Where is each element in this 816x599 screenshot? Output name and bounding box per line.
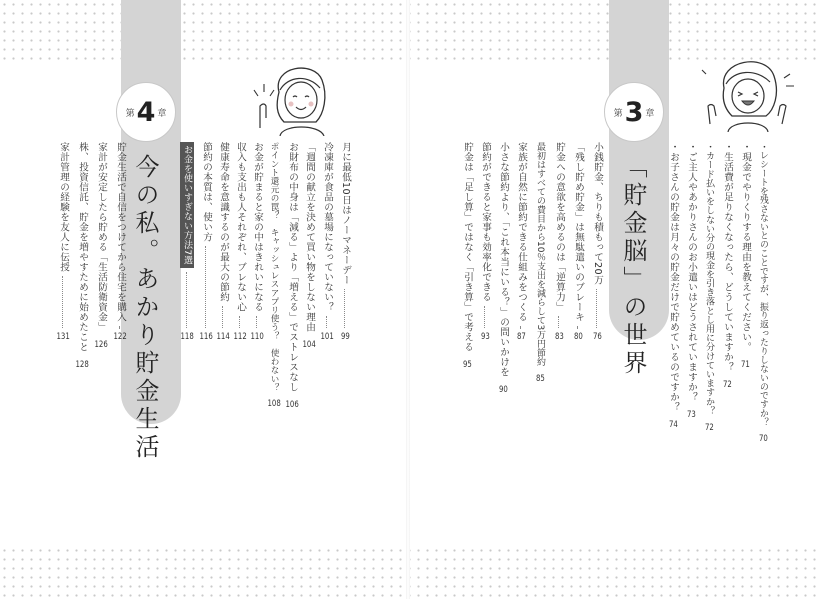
qa-entry-page: 70 [758,434,768,445]
toc-entry[interactable] [590,142,604,342]
qa-entry-title: ・現金でやりくりする理由を教えてください。 [740,142,751,352]
qa-entry[interactable] [720,142,734,390]
qa-entry-title: ・レシートを残さないとのことですが、振り返ったりしないのですか？ [758,142,768,427]
toc-entry[interactable] [496,142,510,396]
qa-entry-title: ・生活費が足りなくなったら、どうしていますか？ [722,142,733,372]
chapter-number: 3 [624,96,644,128]
toc-entry-title: 「残し貯め貯金」は無駄遣いのブレーキ [573,142,584,322]
chapter-4-badge [116,82,176,142]
chapter-suffix: 章 [157,108,167,119]
book-gutter [406,0,410,599]
qa-entry-page: 71 [740,360,750,370]
toc-entry[interactable] [460,142,474,370]
toc-entry-page: 85 [535,374,545,385]
chapter-number: 4 [136,96,156,128]
dotted-leader [222,306,224,328]
toc-entry-title: 家計が安定したら貯める「生活防衛資金」 [96,142,107,332]
dotted-leader [186,272,188,328]
toc-entry[interactable] [216,142,230,342]
toc-entry-title: 家計管理の経験を友人に伝授 [58,142,69,272]
toc-entry-page: 110 [250,332,264,342]
column-label-box [180,142,194,268]
dotted-leader [344,289,346,328]
toc-entry-title: 家族が自然に節約できる仕組みをつくる [516,142,527,322]
toc-entry-title: 健康寿命を意識するのが最大の節約 [218,142,229,302]
toc-entry-page: 118 [180,332,194,342]
toc-entry-page: 116 [199,332,213,342]
toc-entry-page: 99 [340,332,350,342]
toc-entry[interactable] [478,142,492,342]
chapter-prefix: 第 [613,108,623,119]
chapter-suffix: 章 [645,108,655,119]
qa-entry-page: 74 [668,420,678,430]
qa-entry-title: ・カード払いをしない分の現金を引き落とし用に分けていますか？ [704,142,714,415]
chapter-4-title: 今の私。あかり貯金生活 [131,154,159,462]
toc-entry[interactable] [199,142,213,342]
column-label: お金を使いすぎない方法7選 [182,145,192,266]
qa-entry[interactable] [756,142,770,445]
toc-entry-title: 最初はすべての費目から10％支出を減らして3万円節約 [535,142,545,367]
toc-entry[interactable] [338,142,352,342]
woman-laughing-illustration [700,50,796,132]
toc-entry[interactable] [75,142,89,370]
toc-entry-page: 93 [480,332,490,342]
dotted-leader [205,246,207,328]
dotted-leader [520,326,522,328]
qa-entry-page: 73 [686,410,696,420]
toc-entry-title: 貯金生活で自信をつけてから住宅を購入 [115,142,126,322]
toc-entry-title: ポイント還元の罠？ キャッシュレスアプリ使う？ 使わない？ [269,142,279,392]
toc-entry-page: 131 [56,332,70,342]
dotted-leader [558,316,560,328]
qa-entry-title: ・ご主人やあかりさんのお小遣いはどうされていますか？ [686,142,697,402]
dotted-leader [119,326,121,328]
toc-entry-page: 83 [554,332,564,342]
toc-entry[interactable] [94,142,108,350]
toc-entry-title: 貯金への意欲を高めるのは「逆算力」 [554,142,565,312]
toc-entry-title: 小銭貯金、ちりも積もって20万 [592,142,603,286]
qa-entry[interactable] [684,142,698,420]
toc-entry-page: 104 [302,340,316,350]
dotted-leader [256,316,258,328]
toc-entry-page: 80 [573,332,583,342]
toc-entry-title: 株、投資信託、貯金を増やすために始めたこと [77,142,88,352]
toc-entry-title: お財布の中身は「減る」より「増える」でストレスなし [287,142,298,392]
qa-entry[interactable] [738,142,752,370]
toc-entry[interactable] [320,142,334,342]
chapter-3-title: 「貯金脳」の世界 [619,154,647,378]
toc-entry-title: 収入も支出も人それぞれ、ブレない心 [235,142,246,312]
toc-entry-page: 128 [75,360,89,370]
dotted-leader [596,289,598,328]
toc-entry-title: 貯金は「足し算」ではなく「引き算」で考える [462,142,473,352]
toc-entry-page: 114 [216,332,230,342]
toc-entry[interactable] [56,142,70,342]
qa-entry[interactable] [702,142,716,433]
toc-entry[interactable] [113,142,127,342]
chapter-3-badge [604,82,664,142]
toc-entry-title: 「週間の献立を決めて買い物をしない理由 [304,142,315,332]
qa-entry[interactable] [666,142,680,430]
toc-entry-page: 90 [498,385,508,396]
toc-entry[interactable] [302,142,316,350]
toc-entry-page: 106 [285,400,299,410]
toc-entry-page: 87 [516,332,526,342]
toc-entry-title: 小さな節約より、「これ本当にいる？」の問いかけを [498,142,509,378]
toc-entry-page: 101 [320,332,334,342]
dotted-leader [239,316,241,328]
qa-entry-page: 72 [704,423,714,433]
toc-entry-page: 122 [113,332,127,342]
dotted-leader [62,276,64,328]
toc-entry[interactable] [533,142,547,385]
toc-entry-title: 節約ができると家事も効率化できる [480,142,491,302]
toc-entry[interactable] [250,142,264,342]
toc-entry-page: 112 [233,332,247,342]
toc-entry[interactable] [552,142,566,342]
toc-entry[interactable] [285,142,299,410]
toc-entry[interactable] [514,142,528,342]
chapter-prefix: 第 [125,108,135,119]
toc-entry-title: 冷凍庫が食品の墓場になっていない？ [322,142,333,312]
toc-entry[interactable] [571,142,585,342]
toc-entry-title: 月に最低10日はノーマネーデー [340,142,351,286]
dotted-leader [326,316,328,328]
dotted-leader [484,306,486,328]
toc-entry-page: 108 [267,399,281,410]
toc-entry-title: お金が貯まると家の中はきれいになる [252,142,263,312]
toc-entry[interactable] [233,142,247,342]
qa-entry-page: 72 [722,380,732,390]
toc-entry-page: 126 [94,340,108,350]
column-entry[interactable] [180,142,194,342]
toc-entry-page: 76 [592,332,602,342]
toc-entry-page: 95 [462,360,472,370]
dotted-leader [577,326,579,328]
toc-entry-title: 節約の本質は、使い方 [201,142,212,242]
woman-pointing-illustration [244,56,344,136]
qa-entry-title: ・お子さんの貯金は月々の貯金だけで貯めているのですか？ [668,142,679,412]
toc-entry[interactable] [267,142,281,410]
